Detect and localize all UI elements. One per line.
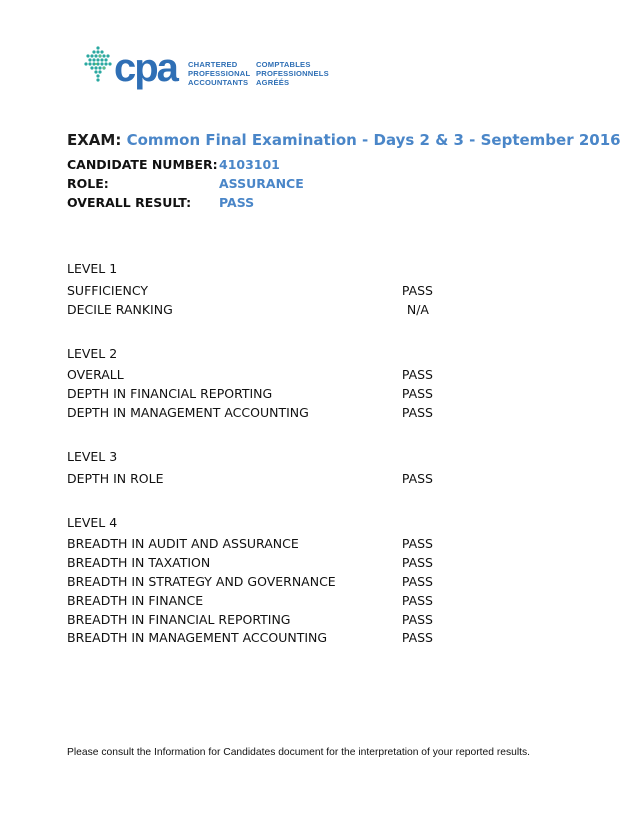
result-row: [67, 555, 433, 570]
result-label: DECILE RANKING: [67, 302, 173, 317]
logo-text-french: COMPTABLES PROFESSIONNELS AGRÉÉS: [256, 60, 329, 87]
result-row: [67, 405, 433, 420]
result-label: DEPTH IN MANAGEMENT ACCOUNTING: [67, 405, 309, 420]
result-label: DEPTH IN ROLE: [67, 471, 164, 486]
candidate-number-row: [67, 157, 280, 172]
level-title: LEVEL 4: [67, 515, 118, 530]
exam-value: Common Final Examination - Days 2 & 3 - September 2016: [126, 131, 621, 149]
result-value: PASS: [401, 593, 433, 608]
cpa-wordmark: cpa: [114, 46, 177, 90]
result-row: [67, 574, 433, 589]
result-value: PASS: [401, 367, 433, 382]
candidate-number-label: CANDIDATE NUMBER:: [67, 157, 218, 172]
result-value: PASS: [401, 536, 433, 551]
result-row: [67, 302, 433, 317]
level-title: LEVEL 1: [67, 261, 118, 276]
overall-result-label: OVERALL RESULT:: [67, 195, 192, 210]
logo-text-english: CHARTERED PROFESSIONAL ACCOUNTANTS: [188, 60, 251, 87]
result-row: [67, 386, 433, 401]
result-value: PASS: [401, 612, 433, 627]
result-label: SUFFICIENCY: [67, 283, 148, 298]
result-label: BREADTH IN TAXATION: [67, 555, 211, 570]
result-value: PASS: [401, 405, 433, 420]
role-value: ASSURANCE: [219, 176, 304, 191]
result-label: BREADTH IN AUDIT AND ASSURANCE: [67, 536, 299, 551]
result-row: [67, 367, 433, 382]
footer-note: Please consult the Information for Candidates document for the interpretation of your reported results.: [67, 747, 531, 758]
overall-result-row: [67, 195, 254, 210]
result-label: BREADTH IN FINANCE: [67, 593, 204, 608]
result-row: [67, 630, 433, 645]
result-value: PASS: [401, 574, 433, 589]
exam-label: EXAM:: [67, 131, 122, 149]
result-value: PASS: [401, 386, 433, 401]
exam-heading: [67, 131, 621, 149]
result-row: [67, 283, 433, 298]
result-label: BREADTH IN STRATEGY AND GOVERNANCE: [67, 574, 336, 589]
result-value: PASS: [401, 471, 433, 486]
result-row: [67, 536, 433, 551]
result-label: BREADTH IN FINANCIAL REPORTING: [67, 612, 291, 627]
overall-result-value: PASS: [219, 195, 255, 210]
result-value: PASS: [401, 630, 433, 645]
result-row: [67, 471, 433, 486]
result-value: N/A: [406, 302, 429, 317]
role-label: ROLE:: [67, 176, 109, 191]
level-title: LEVEL 3: [67, 449, 118, 464]
role-row: [67, 176, 304, 191]
result-row: [67, 593, 433, 608]
result-value: PASS: [401, 555, 433, 570]
result-label: DEPTH IN FINANCIAL REPORTING: [67, 386, 273, 401]
result-label: BREADTH IN MANAGEMENT ACCOUNTING: [67, 630, 328, 645]
result-value: PASS: [401, 283, 433, 298]
result-label: OVERALL: [67, 367, 124, 382]
candidate-number-value: 4103101: [219, 157, 280, 172]
level-title: LEVEL 2: [67, 346, 118, 361]
result-row: [67, 612, 433, 627]
